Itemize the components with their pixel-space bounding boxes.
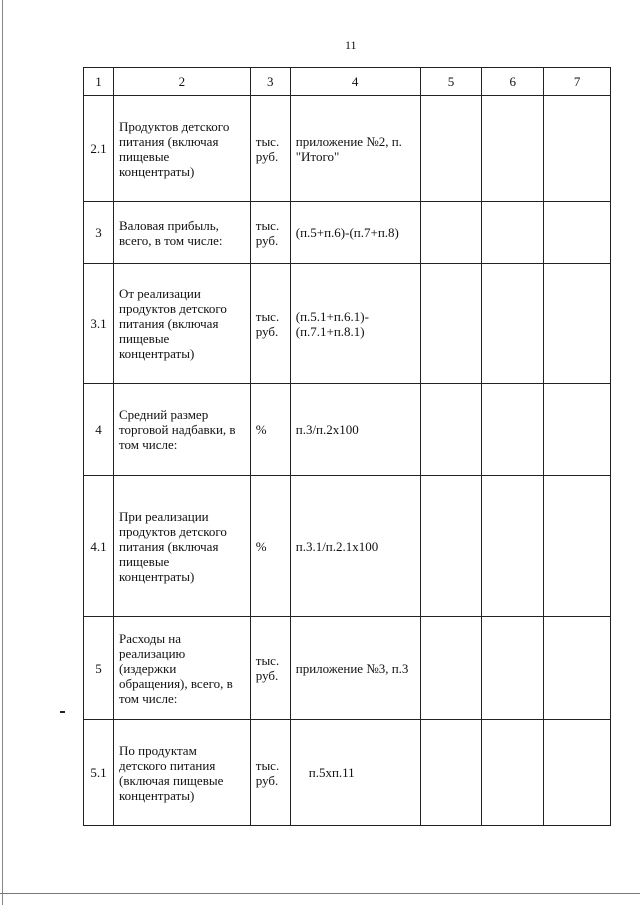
indicators-table bbox=[83, 67, 611, 826]
header-cell-5: 5 bbox=[420, 68, 482, 96]
row-name: Валовая прибыль, всего, в том числе: bbox=[113, 202, 250, 264]
row-unit: тыс. руб. bbox=[250, 264, 290, 384]
row-number: 5.1 bbox=[84, 720, 114, 826]
row-name: По продуктам детского питания (включая пищевые концентраты) bbox=[113, 720, 250, 826]
row-cell-6 bbox=[482, 617, 544, 720]
row-number: 3.1 bbox=[84, 264, 114, 384]
header-cell-6: 6 bbox=[482, 68, 544, 96]
row-formula: п.5хп.11 bbox=[290, 720, 420, 826]
row-number: 5 bbox=[84, 617, 114, 720]
row-cell-5 bbox=[420, 264, 482, 384]
table-row bbox=[84, 264, 611, 384]
row-cell-5 bbox=[420, 476, 482, 617]
header-cell-3: 3 bbox=[250, 68, 290, 96]
row-unit: тыс. руб. bbox=[250, 96, 290, 202]
header-cell-1: 1 bbox=[84, 68, 114, 96]
table-row bbox=[84, 476, 611, 617]
row-unit: % bbox=[250, 384, 290, 476]
table-row bbox=[84, 96, 611, 202]
row-cell-6 bbox=[482, 476, 544, 617]
row-unit: % bbox=[250, 476, 290, 617]
table-row bbox=[84, 617, 611, 720]
row-formula: (п.5.1+п.6.1)-(п.7.1+п.8.1) bbox=[290, 264, 420, 384]
row-formula: приложение №3, п.3 bbox=[290, 617, 420, 720]
row-cell-6 bbox=[482, 384, 544, 476]
row-cell-7 bbox=[544, 384, 611, 476]
row-number: 4.1 bbox=[84, 476, 114, 617]
row-cell-6 bbox=[482, 96, 544, 202]
row-unit: тыс. руб. bbox=[250, 617, 290, 720]
row-cell-5 bbox=[420, 617, 482, 720]
row-formula: приложение №2, п. "Итого" bbox=[290, 96, 420, 202]
row-cell-6 bbox=[482, 264, 544, 384]
row-number: 3 bbox=[84, 202, 114, 264]
row-unit: тыс. руб. bbox=[250, 202, 290, 264]
row-number: 4 bbox=[84, 384, 114, 476]
header-row bbox=[84, 68, 611, 96]
row-cell-6 bbox=[482, 720, 544, 826]
row-cell-5 bbox=[420, 720, 482, 826]
row-name: Средний размер торговой надбавки, в том числе: bbox=[113, 384, 250, 476]
scan-left-edge bbox=[2, 0, 3, 905]
table-row bbox=[84, 202, 611, 264]
row-name: Расходы на реализацию (издержки обращения), всего, в том числе: bbox=[113, 617, 250, 720]
row-unit: тыс. руб. bbox=[250, 720, 290, 826]
table-row bbox=[84, 384, 611, 476]
row-cell-7 bbox=[544, 476, 611, 617]
header-cell-2: 2 bbox=[113, 68, 250, 96]
row-cell-7 bbox=[544, 96, 611, 202]
row-name: При реализации продуктов детского питания (включая пищевые концентраты) bbox=[113, 476, 250, 617]
row-cell-5 bbox=[420, 202, 482, 264]
row-cell-7 bbox=[544, 202, 611, 264]
header-cell-7: 7 bbox=[544, 68, 611, 96]
table-row bbox=[84, 720, 611, 826]
row-formula: п.3.1/п.2.1х100 bbox=[290, 476, 420, 617]
row-cell-7 bbox=[544, 264, 611, 384]
row-name: Продуктов детского питания (включая пищевые концентраты) bbox=[113, 96, 250, 202]
header-cell-4: 4 bbox=[290, 68, 420, 96]
row-cell-7 bbox=[544, 617, 611, 720]
page-number: 11 bbox=[345, 38, 357, 52]
row-formula: (п.5+п.6)-(п.7+п.8) bbox=[290, 202, 420, 264]
row-cell-5 bbox=[420, 384, 482, 476]
row-cell-7 bbox=[544, 720, 611, 826]
row-cell-5 bbox=[420, 96, 482, 202]
scan-speck bbox=[60, 711, 65, 713]
row-cell-6 bbox=[482, 202, 544, 264]
row-number: 2.1 bbox=[84, 96, 114, 202]
scan-bottom-edge bbox=[0, 893, 640, 894]
row-name: От реализации продуктов детского питания (включая пищевые концентраты) bbox=[113, 264, 250, 384]
row-formula: п.3/п.2х100 bbox=[290, 384, 420, 476]
